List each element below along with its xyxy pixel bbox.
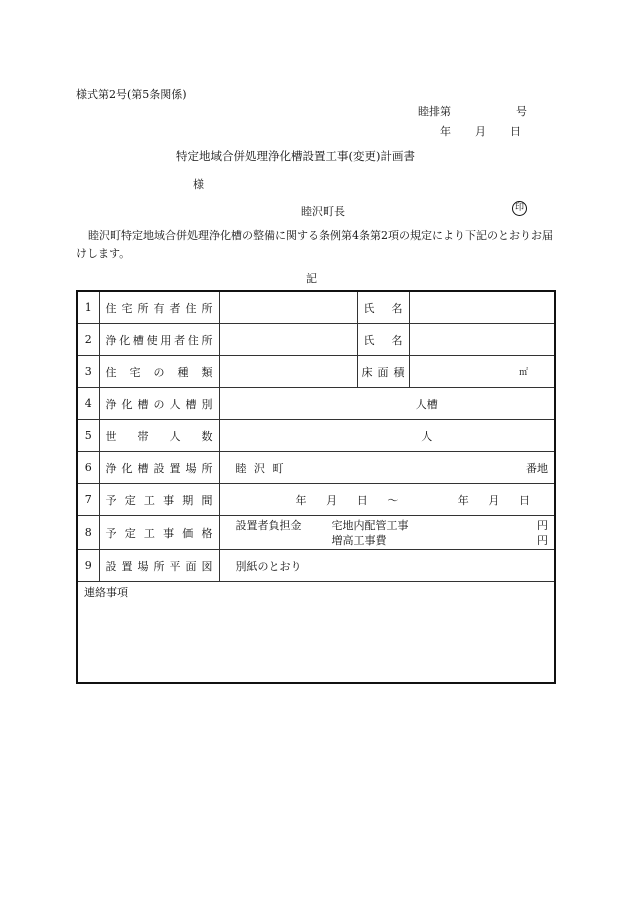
date-year: 年 xyxy=(440,125,451,138)
table-row xyxy=(77,324,555,356)
owner-name-label: 氏名 xyxy=(357,291,409,324)
floor-area-label: 床面積 xyxy=(357,356,409,388)
floor-area-field[interactable] xyxy=(409,356,555,388)
site-plan-label: 設置場所平面図 xyxy=(99,550,219,582)
house-type-label: 住宅の種類 xyxy=(99,356,219,388)
town-name: 睦 沢 町 xyxy=(235,461,286,475)
row-number: 2 xyxy=(77,324,99,356)
end-day: 日 xyxy=(518,493,530,507)
user-address-label: 浄化槽使用者住所 xyxy=(99,324,219,356)
reference-prefix: 睦排第 xyxy=(418,105,451,118)
issuer-name: 睦沢町長 xyxy=(301,205,345,218)
payer-share-label: 設置者負担金 xyxy=(235,518,302,532)
construction-period-label: 予定工事期間 xyxy=(99,484,219,516)
table-row xyxy=(77,516,555,550)
row-number: 7 xyxy=(77,484,99,516)
piping-work-label: 宅地内配管工事 xyxy=(331,518,409,532)
row-number: 4 xyxy=(77,388,99,420)
construction-period-field[interactable] xyxy=(219,484,555,516)
row-number: 9 xyxy=(77,550,99,582)
owner-name-field[interactable] xyxy=(409,291,555,324)
notes-label: 連絡事項 xyxy=(84,586,128,599)
install-location-label: 浄化槽設置場所 xyxy=(99,452,219,484)
floor-area-unit: ㎡ xyxy=(518,368,528,378)
form-number: 様式第2号(第5条関係) xyxy=(76,88,187,101)
site-plan-value: 別紙のとおり xyxy=(235,559,302,573)
tank-capacity-unit: 人槽 xyxy=(415,397,438,411)
start-year: 年 xyxy=(295,493,307,507)
table-row xyxy=(77,452,555,484)
date-day: 日 xyxy=(510,125,521,138)
table-row xyxy=(77,420,555,452)
user-address-field[interactable] xyxy=(219,324,357,356)
row-number: 5 xyxy=(77,420,99,452)
tank-capacity-field[interactable] xyxy=(219,388,555,420)
addressee-honorific: 様 xyxy=(193,178,204,191)
extra-work-label: 増高工事費 xyxy=(331,533,387,547)
site-plan-field[interactable] xyxy=(219,550,555,582)
user-name-field[interactable] xyxy=(409,324,555,356)
table-row xyxy=(77,388,555,420)
start-day: 日 xyxy=(356,493,368,507)
body-paragraph: 睦沢町特定地域合併処理浄化槽の整備に関する条例第4条第2項の規定により下記のとおりお届けします。 xyxy=(76,229,553,260)
document-date xyxy=(440,123,521,139)
notes-row xyxy=(77,582,555,684)
seal-stamp: 印 xyxy=(512,201,527,216)
household-size-unit: 人 xyxy=(421,429,433,443)
row-number: 6 xyxy=(77,452,99,484)
install-location-field[interactable] xyxy=(219,452,555,484)
piping-yen-unit: 円 xyxy=(537,518,548,532)
document-title: 特定地域合併処理浄化槽設置工事(変更)計画書 xyxy=(176,149,415,163)
household-size-field[interactable] xyxy=(219,420,555,452)
owner-address-field[interactable] xyxy=(219,291,357,324)
lot-number-unit: 番地 xyxy=(526,461,548,475)
owner-address-label: 住宅所有者住所 xyxy=(99,291,219,324)
notes-field[interactable] xyxy=(77,582,555,684)
end-month: 月 xyxy=(488,493,500,507)
user-name-label: 氏名 xyxy=(357,324,409,356)
extra-yen-unit: 円 xyxy=(537,533,548,547)
row-number: 8 xyxy=(77,516,99,550)
house-type-field[interactable] xyxy=(219,356,357,388)
tank-capacity-label: 浄化槽の人槽別 xyxy=(99,388,219,420)
row-number: 1 xyxy=(77,291,99,324)
table-row xyxy=(77,550,555,582)
ki-heading: 記 xyxy=(306,272,317,285)
table-row xyxy=(77,291,555,324)
row-number: 3 xyxy=(77,356,99,388)
period-separator: 〜 xyxy=(387,493,399,507)
household-size-label: 世帯人数 xyxy=(99,420,219,452)
construction-cost-label: 予定工事価格 xyxy=(99,516,219,550)
start-month: 月 xyxy=(326,493,338,507)
reference-suffix: 号 xyxy=(516,105,527,118)
date-month: 月 xyxy=(475,125,486,138)
end-year: 年 xyxy=(457,493,469,507)
construction-cost-field[interactable] xyxy=(219,516,555,550)
application-table xyxy=(76,290,556,684)
table-row xyxy=(77,356,555,388)
table-row xyxy=(77,484,555,516)
